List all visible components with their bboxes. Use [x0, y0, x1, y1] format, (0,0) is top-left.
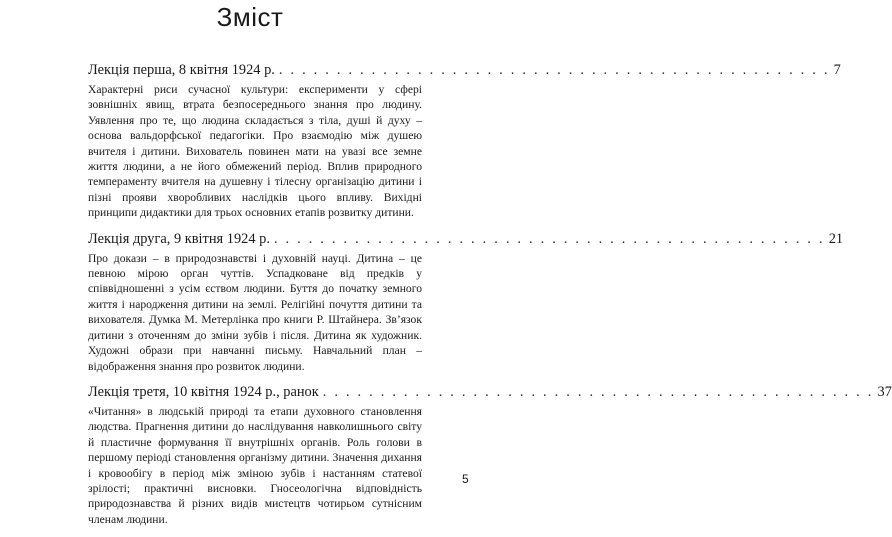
dot-leader: . . . . . . . . . . . . . . . . . . . . . . . . . . . . . . . . . . . . . . . . . . . . . . . .: [278, 62, 830, 78]
lecture-summary: Характерні риси сучасної культури: експерименти у сфері зовнішніх явищ, втрата безпосереднього знання про людину. Уявлення про те, що людина складається з тіла, душі й духу – основа вальдорфської педагогіки. Про взаємодію між душею вчителя і дитини. Вихователь повинен мати на увазі все земне життя людини, а не його обмежений період. Вплив природного темпераменту вчителя на душевну і тілесну організацію дитини і пізні прояви хворобливих наслідків цього впливу. Вихідні принципи дидактики для трьох основних етапів розвитку дитини.: [88, 83, 422, 220]
lecture-summary: «Читання» в людській природі та етапи духовного становлення людства. Прагнення дитини до наслідування навколишнього світу й пластичне формування її внутрішніх органів. Роль голови в першому періоді становлення організму дитини. Значення дихання і кровообігу в період між зміною зубів і настанням статевої зрілості; практичні висновки. Гносеологічна відповідність природознавства й різних видів мистецтв чотирьом сутнісним членам людини.: [88, 404, 422, 526]
dot-leader: . . . . . . . . . . . . . . . . . . . . . . . . . . . . . . . . . . . . . . . . . . . . . . . .: [273, 230, 825, 247]
lecture-title: Лекція третя, 10 квітня 1924 р., ранок: [88, 383, 319, 400]
page-title: Зміст: [216, 2, 284, 32]
dot-leader: . . . . . . . . . . . . . . . . . . . . . . . . . . . . . . . . . . . . . . . . . . . . . . . .: [322, 383, 874, 400]
toc-entry-lecture-3: [88, 383, 892, 527]
page-number: 5: [462, 472, 469, 486]
table-of-contents: [88, 62, 892, 537]
lecture-heading[interactable]: [88, 230, 844, 248]
lecture-page-number: 37: [877, 383, 892, 400]
lecture-title: Лекція друга, 9 квітня 1924 р.: [88, 230, 270, 247]
lecture-summary: Про докази – в природознавстві і духовній науці. Дитина – це певною мірою орган чуттів. Успадковане від предків у співвідношенні з усім єством людини. Буття до початку земного життя і народження дитини на землі. Релігійні почуття дитини та вихователя. Думка М. Метерлінка про книги Р. Штайнера. Зв’язок дитини з оточенням до зміни зубів і після. Дитина як художник. Художні образи при навчанні письму. Навчальний план – відображення знання про розвиток людини.: [88, 251, 422, 373]
lecture-heading[interactable]: [88, 62, 841, 79]
lecture-heading[interactable]: [88, 383, 892, 401]
lecture-page-number: 7: [833, 62, 841, 78]
lecture-title: Лекція перша, 8 квітня 1924 р.: [88, 62, 275, 78]
toc-entry-lecture-1: [88, 62, 841, 221]
lecture-page-number: 21: [828, 230, 844, 247]
toc-entry-lecture-2: [88, 230, 844, 374]
